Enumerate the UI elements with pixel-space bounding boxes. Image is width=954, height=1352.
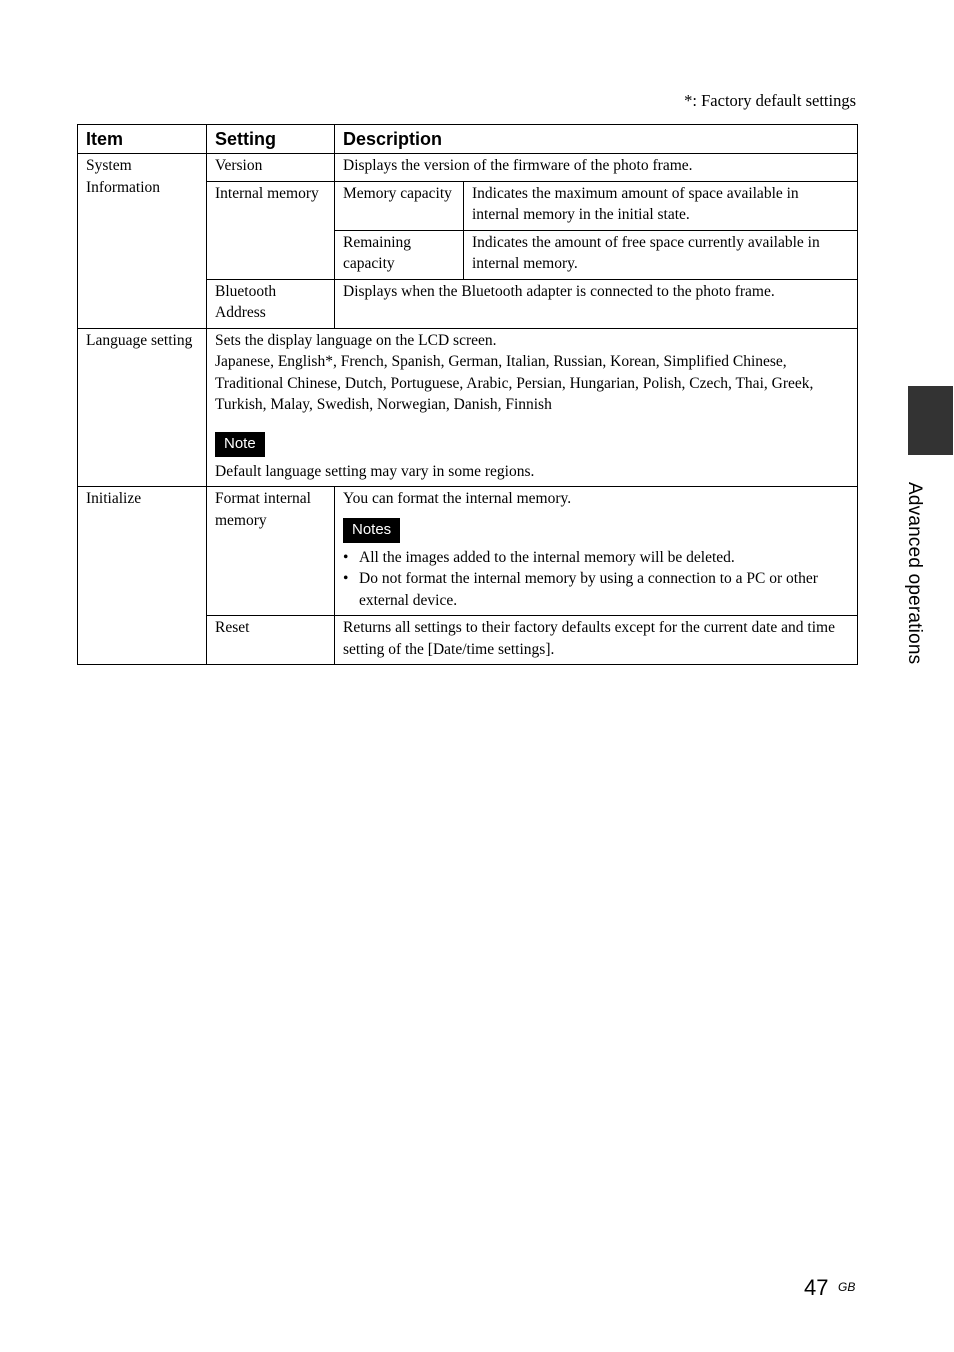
bullet-marker: • bbox=[343, 570, 349, 587]
item-system-information: System Information bbox=[78, 154, 207, 329]
section-tab-marker bbox=[908, 386, 953, 455]
item-language-setting: Language setting bbox=[78, 328, 207, 487]
settings-table bbox=[77, 124, 858, 665]
setting-bluetooth-address: Bluetooth Address bbox=[207, 279, 335, 328]
section-side-label: Advanced operations bbox=[904, 482, 925, 665]
header-description: Description bbox=[335, 125, 858, 154]
page-number: 47 bbox=[804, 1275, 829, 1300]
table-row bbox=[78, 487, 858, 616]
bullet-marker: • bbox=[343, 548, 349, 566]
notes-list bbox=[343, 547, 849, 612]
header-setting: Setting bbox=[207, 125, 335, 154]
setting-internal-memory: Internal memory bbox=[207, 181, 335, 279]
sub-setting-remaining-capacity: Remaining capacity bbox=[335, 230, 464, 279]
language-intro: Sets the display language on the LCD screen. bbox=[215, 331, 497, 349]
footnote-legend: *: Factory default settings bbox=[684, 91, 856, 110]
description-memory-capacity: Indicates the maximum amount of space available in internal memory in the initial state. bbox=[464, 181, 858, 230]
description-language-setting bbox=[207, 328, 858, 487]
setting-format-internal-memory: Format internal memory bbox=[207, 487, 335, 616]
setting-reset: Reset bbox=[207, 616, 335, 665]
format-description: You can format the internal memory. bbox=[343, 490, 572, 507]
language-list: Japanese, English*, French, Spanish, German, Italian, Russian, Korean, Simplified Chinese, Traditional Chinese, Dutch, Portuguese, Arabic, Persian, Hungarian, Polish, Czech, Thai, Greek, Turkish, Malay, Swedish, Norwegian, Danish, Finnish bbox=[215, 353, 814, 413]
description-bluetooth-address: Displays when the Bluetooth adapter is connected to the photo frame. bbox=[335, 279, 858, 328]
sub-setting-memory-capacity: Memory capacity bbox=[335, 181, 464, 230]
table-row bbox=[78, 328, 858, 487]
list-item: • Do not format the internal memory by using a connection to a PC or other external device. bbox=[343, 570, 818, 609]
list-item: • All the images added to the internal memory will be deleted. bbox=[343, 547, 849, 569]
description-remaining-capacity: Indicates the amount of free space currently available in internal memory. bbox=[464, 230, 858, 279]
page-region-code: GB bbox=[838, 1280, 856, 1294]
item-initialize: Initialize bbox=[78, 487, 207, 665]
note-badge: Note bbox=[215, 432, 265, 457]
language-note-text: Default language setting may vary in some regions. bbox=[215, 462, 535, 480]
description-reset: Returns all settings to their factory defaults except for the current date and time setting of the [Date/time settings]. bbox=[335, 616, 858, 665]
description-version: Displays the version of the firmware of the photo frame. bbox=[335, 154, 858, 182]
setting-version: Version bbox=[207, 154, 335, 182]
table-row bbox=[78, 154, 858, 182]
notes-badge: Notes bbox=[343, 518, 400, 543]
table-header-row bbox=[78, 125, 858, 154]
description-format-internal-memory bbox=[335, 487, 858, 616]
header-item: Item bbox=[78, 125, 207, 154]
